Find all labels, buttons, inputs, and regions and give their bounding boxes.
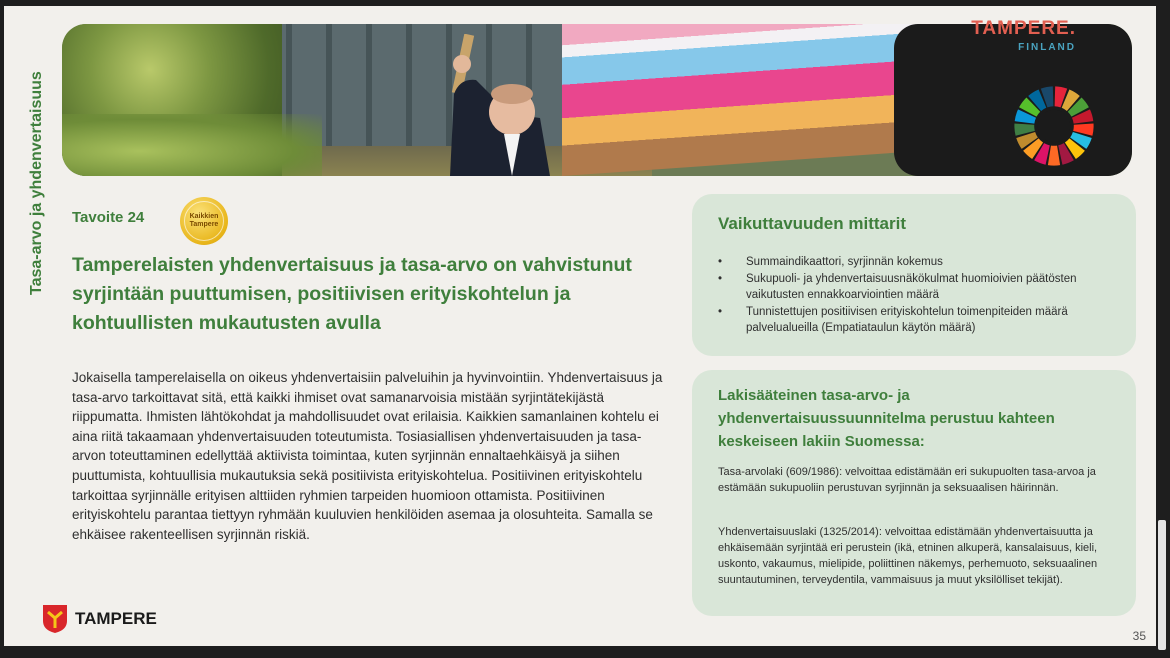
sdg-segment — [1048, 146, 1060, 166]
goal-heading: Tamperelaisten yhdenvertaisuus ja tasa-arvo on vahvistunut syrjintään puuttumisen, positiivisen erityiskohtelun ja kohtuullisten mukautusten avulla — [72, 254, 632, 334]
pride-flag — [562, 24, 922, 176]
indicator-item: • Tunnistettujen positiivisen erityiskohtelun toimenpiteiden määrä palvelualueilla (Empatiataulun käytön määrä) — [718, 304, 1118, 336]
goal-row — [72, 202, 144, 232]
badge-line-1: Kaikkien — [189, 213, 219, 220]
footer-logo — [42, 604, 157, 634]
badge-line-2: Tampere — [189, 221, 219, 228]
indicators-title: Vaikuttavuuden mittarit — [718, 214, 906, 233]
indicators-card — [692, 194, 1136, 356]
tampere-shield-icon — [42, 604, 68, 634]
footer-logo-text: TAMPERE — [75, 609, 157, 628]
scrollbar[interactable] — [1158, 520, 1166, 650]
goal-label: Tavoite 24 — [72, 208, 145, 226]
side-title: Tasa-arvo ja yhdenvertaisuus — [28, 71, 45, 296]
sdg-wheel-icon — [1009, 81, 1099, 171]
logo-subtitle: FINLAND — [1018, 42, 1076, 53]
equality-act-text: Tasa-arvolaki (609/1986): velvoittaa edistämään eri sukupuolten tasa-arvoa ja estämään sukupuoliin perustuvan syrjinnän ja seksuaalisen häirinnän. — [718, 466, 1096, 494]
non-discrimination-act-text: Yhdenvertaisuuslaki (1325/2014): velvoittaa edistämään yhdenvertaisuutta ja ehkäisemään syrjintää eri perustein (ikä, etninen alkuperä, kansalaisuus, kieli, uskonto, vakaumus, mielipide, poliittinen näkemys, perhemuoto, seksuaalinen suuntautuminen, terveydentila, vammaisuus ja muut yksilölliset tekijät). — [718, 526, 1098, 586]
indicators-list — [718, 254, 1118, 337]
slide — [4, 6, 1156, 646]
laws-card — [692, 370, 1136, 616]
laws-title: Lakisääteinen tasa-arvo- ja yhdenvertaisuussuunnitelma perustuu kahteen keskeiseen lakiin Suomessa: — [718, 387, 1055, 450]
person-waving-flag — [440, 34, 560, 176]
indicator-item: • Sukupuoli- ja yhdenvertaisuusnäkökulmat huomioivien päätösten vaikutusten ennakkoarviointien määrä — [718, 271, 1118, 303]
tampere-finland-logo: TAMPERE. — [971, 18, 1076, 39]
body-paragraph: Jokaisella tamperelaisella on oikeus yhdenvertaisiin palveluihin ja hyvinvointiin. Yhdenvertaisuus ja tasa-arvo tarkoittavat sitä, että kaikki ihmiset ovat samanarvoisia mistään syrjintätekijästä riippumatta. Ihmisten lähtökohdat ja mahdollisuudet ovat erilaisia. Kaikkien samanlainen kohtelu ei aina riitä takaamaan yhdenvertaisuuden toteutumista. Tosiasiallisen yhdenvertaisuuden ja tasa-arvon toteuttaminen edellyttää aktiivista toimintaa, kuten syrjinnän ennaltaehkäisyä ja siihen puuttumista, kohtuullisia mukautuksia sekä positiivista erityiskohtelua. Positiivinen erityiskohtelu tarkoittaa syrjinnälle erityisen alttiiden ryhmien tarpeiden huomioon ottamista. Positiivinen erityiskohtelu parantaa tiettyyn ryhmään kuuluvien henkilöiden asemaa ja olosuhteita. Samalla se ehkäisee rakenteellisen syrjinnän riskiä. — [72, 370, 663, 542]
indicator-item: • Summaindikaattori, syrjinnän kokemus — [718, 254, 1118, 270]
page-number: 35 — [1132, 629, 1146, 643]
leaves-foreground — [62, 114, 322, 176]
kaikkien-tampere-badge — [180, 197, 228, 245]
